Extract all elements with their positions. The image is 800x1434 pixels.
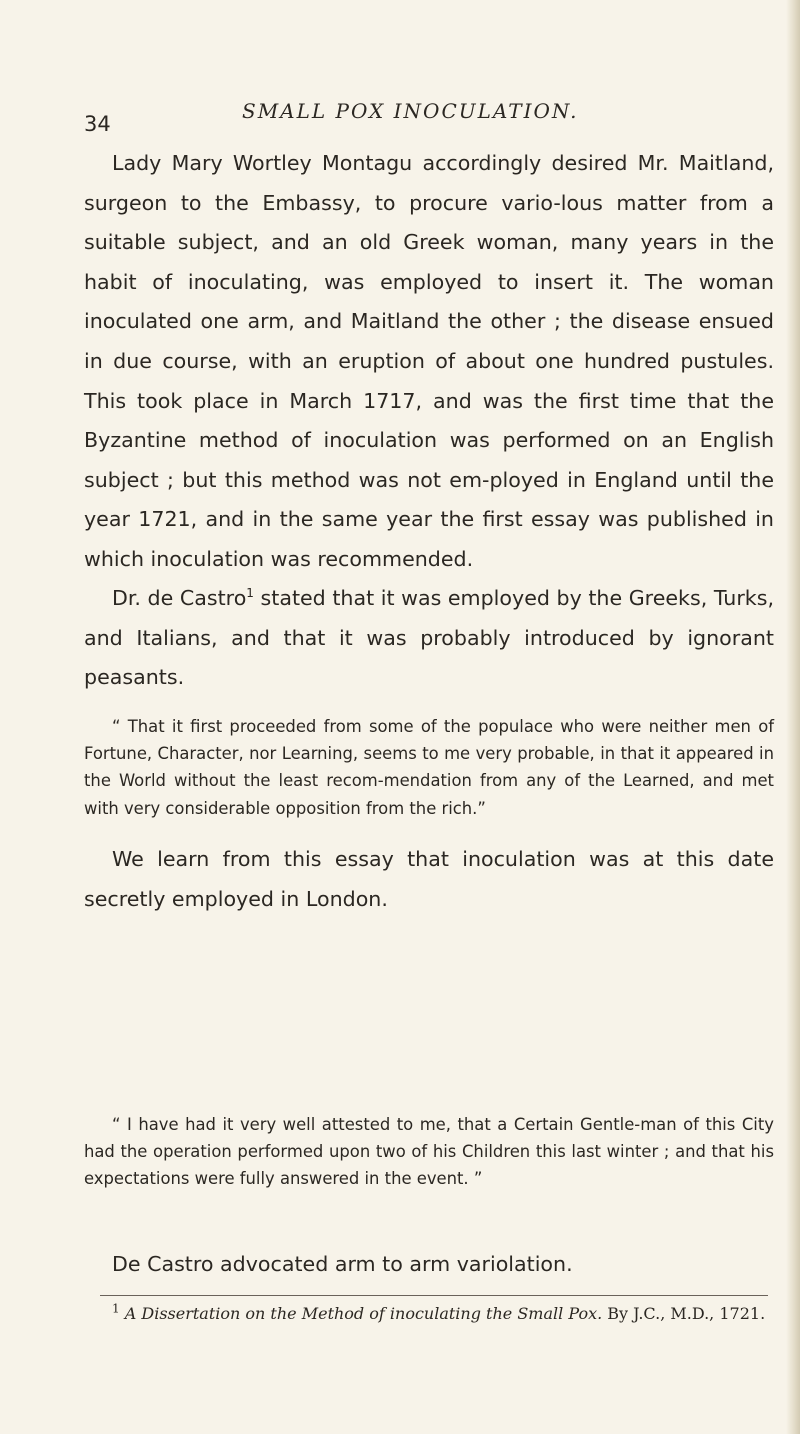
paragraph-de-castro xyxy=(84,579,774,698)
paragraph-de-castro-start: Dr. de Castro xyxy=(112,586,247,610)
paragraph-montagu: Lady Mary Wortley Montagu accordingly desired Mr. Maitland, surgeon to the Embassy, to procure vario-lous matter from a suitable subject, and an old Greek woman, many years in the habit of inoculating, was employed to insert it. The woman inoculated one arm, and Maitland the other ; the disease ensued in due course, with an eruption of about one hundred pustules. This took place in March 1717, and was the first time that the Byzantine method of inoculation was performed on an English subject ; but this method was not em-ployed in England until the year 1721, and in the same year the first essay was published in which inoculation was recommended. xyxy=(84,151,774,571)
quotation-populace: “ That it first proceeded from some of the populace who were neither men of Fortune, Character, nor Learning, seems to me very probable, in that it appeared in the World without the least recom-mendation from any of the Learned, and met with very considerable opposition from the rich.” xyxy=(84,717,774,818)
quotation-gentleman: “ I have had it very well attested to me, that a Certain Gentle-man of this City had the operation performed upon two of his Children this last winter ; and that his expectations were fully answered in the event. ” xyxy=(84,1115,774,1189)
paragraph-london: We learn from this essay that inoculation was at this date secretly employed in London. xyxy=(84,847,774,911)
footnote-author-date: By J.C., M.D., 1721. xyxy=(602,1304,766,1323)
footnote-reference: 1 xyxy=(246,586,254,601)
footnote-title: A Dissertation on the Method of inoculating the Small Pox. xyxy=(124,1304,603,1323)
footnote-divider xyxy=(100,1295,768,1296)
paragraph-variolation: De Castro advocated arm to arm variolation. xyxy=(112,1252,573,1276)
page-number: 34 xyxy=(84,112,111,136)
footnote-marker: 1 xyxy=(112,1301,120,1316)
footnote xyxy=(84,1300,770,1327)
page-edge-shadow xyxy=(786,0,800,1434)
paragraph-de-castro-end: stated that it was employed by the Greeks, Turks, and Italians, and that it was probably introduced by ignorant peasants. xyxy=(84,586,774,690)
running-head: SMALL POX INOCULATION. xyxy=(242,99,579,123)
